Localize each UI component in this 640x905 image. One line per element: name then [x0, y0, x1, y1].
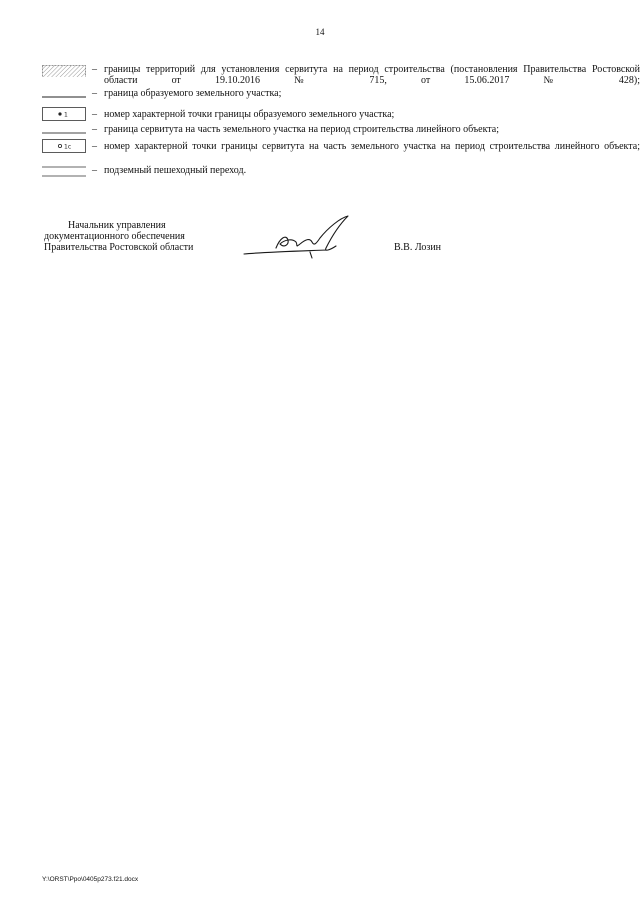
signatory-title-line1: Начальник управления: [68, 220, 166, 231]
servitude-point-icon: [42, 139, 86, 153]
legend-dash: –: [92, 88, 97, 99]
legend-dash: –: [92, 165, 97, 176]
legend-dash: –: [92, 109, 97, 120]
point-marker-label: 1: [64, 111, 68, 119]
legend-dash: –: [92, 141, 97, 152]
legend-dash: –: [92, 124, 97, 135]
legend-text: граница сервитута на часть земельного участка на период строительства линейного объекта;: [104, 124, 500, 135]
servitude-line-icon: [42, 124, 86, 135]
legend-dash: –: [92, 64, 97, 75]
point-number-icon: [42, 107, 86, 121]
legend-text: номер характерной точки границы образуемого земельного участка;: [104, 109, 395, 120]
legend-text: граница образуемого земельного участка;: [104, 88, 282, 99]
legend-text: номер характерной точки границы сервитута на часть земельного участка на период строительства линейного объекта;: [104, 141, 640, 152]
legend-text: подземный пешеходный переход.: [104, 165, 247, 176]
signatory-title: [44, 220, 244, 253]
footer-file-path: Y:\ORST\Ppo\0405p273.f21.docx: [42, 876, 139, 883]
handwritten-signature: [240, 214, 352, 260]
page-number: 14: [315, 27, 325, 37]
point-marker-label: 1c: [64, 143, 72, 151]
signatory-title-line2: документационного обеспечения: [44, 231, 185, 242]
hatched-area-icon: [42, 64, 86, 77]
signatory-name: В.В. Лозин: [394, 242, 442, 253]
legend-text: границы территорий для установления сервитута на период строительства (постановления Правительства Ростовской области от 19.10.2016 № 715, от 15.06.2017 № 428);: [104, 64, 640, 86]
solid-line-icon: [42, 88, 86, 99]
signatory-title-line3: Правительства Ростовской области: [44, 242, 194, 253]
underpass-icon: [42, 165, 86, 178]
